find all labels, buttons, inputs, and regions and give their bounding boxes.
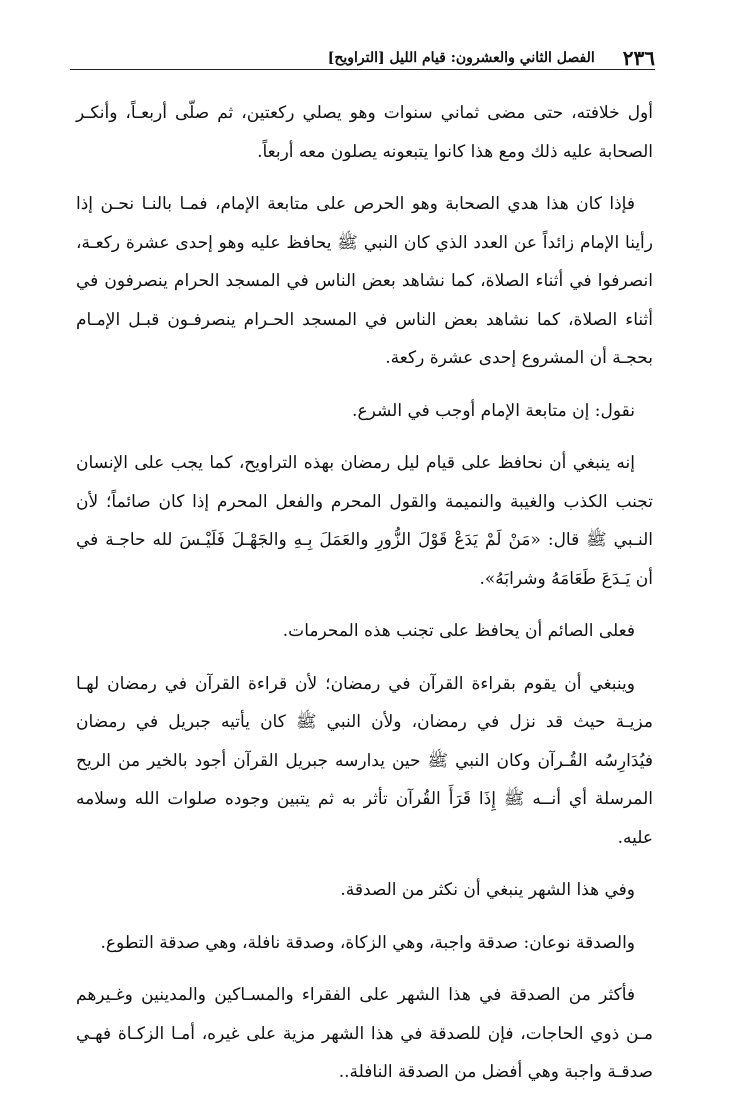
paragraph: وينبغي أن يقوم بقراءة القرآن في رمضان؛ لأن قراءة القرآن في رمضان لهـا مزيـة حيث قد نزل في رمضان، ولأن النبي ﷺ كان يأتيه جبريل في رمضان فيُدَارِسُه القُـرآن وكان النبي ﷺ حين يدارسه جبريل القرآن أجود بالخير من الريح المرسلة أي أنــه ﷺ إِذَا قَرَأَ القُرآن تأثر به ثم يتبين وجوده صلوات الله وسلامه عليه. [76,673,653,848]
paragraph: أول خلافته، حتى مضى ثماني سنوات وهو يصلي ركعتين، ثم صلّى أربعـاً، وأنكـر الصحابة عليه ذلك ومع هذا كانوا يتبعونه يصلون معه أربعاً. [76,103,653,162]
body-text [76,94,653,1106]
paragraph: فعلى الصائم أن يحافظ على تجنب هذه المحرمات. [282,621,635,641]
paragraph: وفي هذا الشهر ينبغي أن نكثر من الصدقة. [340,880,635,900]
paragraph: فأكثر من الصدقة في هذا الشهر على الفقراء والمسـاكين والمدينين وغـيرهم مـن ذوي الحاجات، فإن للصدقة في هذا الشهر مزية على غيره، أمـا الزكـاة فهـي صدقـة واجبة وهي أفضل من الصدقة النافلة.. [76,985,653,1082]
running-title: الفصل الثاني والعشرون: قيام الليل [التراويح] [327,50,595,66]
paragraph: فإذا كان هذا هدي الصحابة وهو الحرص على متابعة الإمام، فمـا بالنـا نحـن إذا رأينا الإمام زائداً عن العدد الذي كان النبي ﷺ يحافظ عليه وهو إحدى عشرة ركعـة، انصرفوا في أثناء الصلاة، كما نشاهد بعض الناس في المسجد الحرام ينصرفون في أثناء الصلاة، كما نشاهد بعض الناس في المسجد الحـرام ينصرفـون قبـل الإمـام بحجـة أن المشروع إحدى عشرة ركعة. [76,194,653,368]
paragraph: إنه ينبغي أن نحافظ على قيام ليل رمضان بهذه التراويح، كما يجب على الإنسان تجنب الكذب والغيبة والنميمة والقول المحرم والفعل المحرم إذا كان صائماً؛ لأن النـبي ﷺ قال: «مَنْ لَمْ يَدَعْ قَوْلَ الزُّورِ والعَمَلَ بِـهِ والجَهْـلَ فَلَيْـسَ لله حاجـة في أن يَـدَعَ طَعَامَهُ وشرابَهُ». [76,453,653,589]
page-number: ٢٣٦ [622,46,655,70]
paragraph: نقول: إن متابعة الإمام أوجب في الشرع. [352,400,635,421]
paragraph: والصدقة نوعان: صدقة واجبة، وهي الزكاة، وصدقة نافلة، وهي صدقة التطوع. [100,932,635,953]
page-header [70,47,655,70]
